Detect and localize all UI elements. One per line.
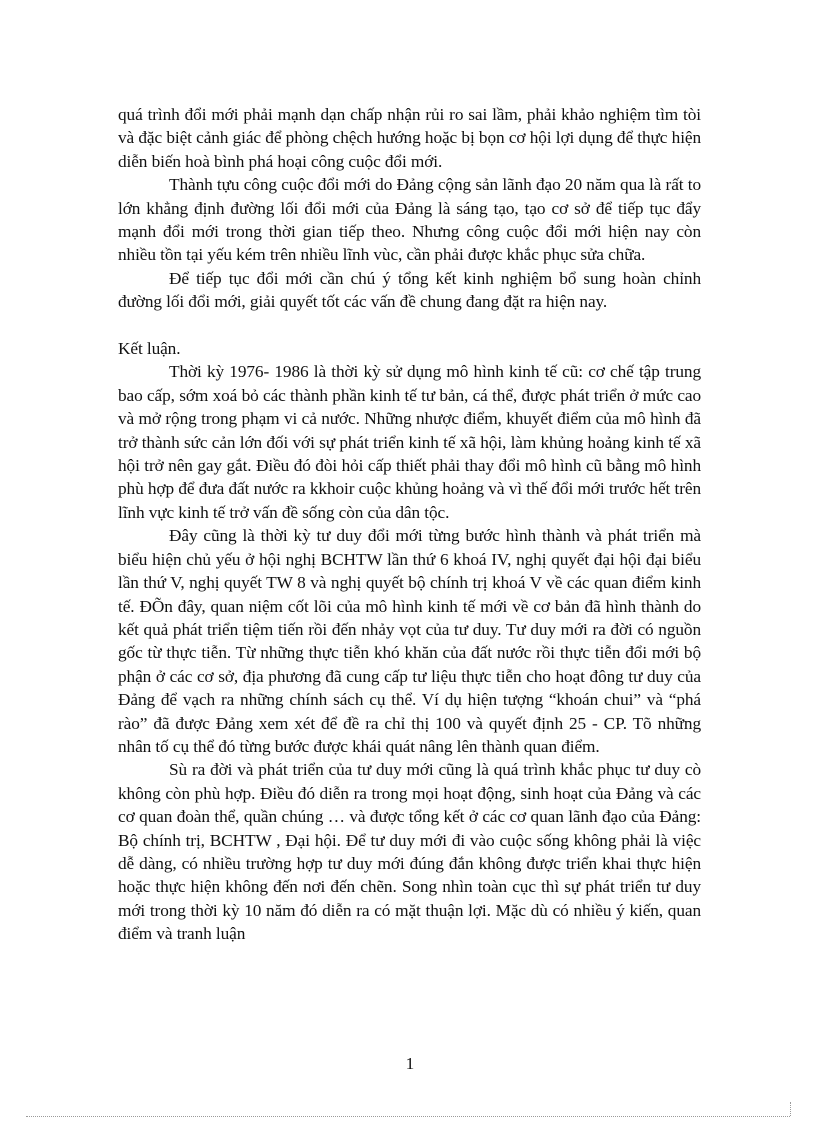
paragraph-continuation: quá trình đổi mới phải mạnh dạn chấp nhận rủi ro sai lầm, phải khảo nghiệm tìm tòi và đặc biệt cảnh giác để phòng chệch hướng hoặc bị bọn cơ hội lợi dụng để thực hiện diễn biến hoà bình phá hoại công cuộc đổi mới. xyxy=(118,105,701,171)
conclusion-heading: Kết luận. xyxy=(118,339,181,359)
blank-line xyxy=(118,314,701,337)
conclusion-paragraph-3: Sù ra đời và phát triển của tư duy mới cũng là quá trình khắc phục tư duy cò không còn phù hợp. Điều đó diễn ra trong mọi hoạt động, sinh hoạt của Đảng và các cơ quan đoàn thể, quần chúng … và được tổng kết ở các cơ quan lãnh đạo của Đảng: Bộ chính trị, BCHTW , Đại hội. Để tư duy mới đi vào cuộc sống không phải là việc dễ dàng, có nhiều trường hợp tư duy mới đúng đắn không được triển khai thực hiện hoặc thực hiện không đến nơi đến chẽn. Song nhìn toàn cục thì sự phát triển tư duy mới trong thời kỳ 10 năm đó diễn ra có mặt thuận lợi. Mặc dù có nhiều ý kiến, quan điểm và tranh luận xyxy=(118,760,701,944)
conclusion-paragraph-2: Đây cũng là thời kỳ tư duy đổi mới từng bước hình thành và phát triển mà biểu hiện chủ yếu ở hội nghị BCHTW lần thứ 6 khoá IV, nghị quyết đại hội đại biểu lần thứ V, nghị quyết TW 8 và nghị quyết bộ chính trị khoá V về các quan điểm kinh tế. ĐÕn đây, quan niệm cốt lõi của mô hình kinh tế mới về cơ bản đã hình thành do kết quả phát triển tiệm tiến rồi đến nhảy vọt của tư duy. Tư duy mới ra đời có nguồn gốc từ thực tiễn. Từ những thực tiễn khó khăn của đất nước rồi thực tiễn đổi mới bộ phận ở các cơ sở, địa phương đã cung cấp tư liệu thực tiễn cho hoạt đông tư duy của Đảng để vạch ra những chính sách cụ thể. Ví dụ hiện tượng “khoán chui” và “phá rào” đã được Đảng xem xét để đề ra chỉ thị 100 và quyết định 25 - CP. Tõ những nhân tố cụ thể đó từng bước được khái quát nâng lên thành quan điểm. xyxy=(118,526,701,756)
page-border-bottom xyxy=(26,1116,790,1117)
paragraph-continue-renewal: Để tiếp tục đổi mới cần chú ý tổng kết kinh nghiệm bổ sung hoàn chỉnh đường lối đổi mới, giải quyết tốt các vấn đề chung đang đặt ra hiện nay. xyxy=(118,268,701,312)
page-number: 1 xyxy=(405,1054,415,1073)
page-border-corner xyxy=(790,1102,791,1116)
paragraph-achievements: Thành tựu công cuộc đổi mới do Đảng cộng sản lãnh đạo 20 năm qua là rất to lớn khẳng định đường lối đổi mới của Đảng là sáng tạo, tạo cơ sở để tiếp tục đẩy mạnh đổi mới trong thời gian tiếp theo. Nhưng công cuộc đổi mới hiện nay còn nhiều tồn tại yếu kém trên nhiều lĩnh vùc, cần phải được khắc phục sửa chữa. xyxy=(118,175,701,265)
conclusion-paragraph-1: Thời kỳ 1976- 1986 là thời kỳ sử dụng mô hình kinh tế cũ: cơ chế tập trung bao cấp, sớm xoá bỏ các thành phần kinh tế tư bản, cá thể, được phát triển ở mức cao và mở rộng trong phạm vi cả nước. Những nhược điểm, khuyết điểm của mô hình đã trở thành sức cản lớn đối với sự phát triển kinh tế xã hội, làm khủng hoảng kinh tế xã hội trở nên gay gắt. Điều đó đòi hỏi cấp thiết phải thay đổi mô hình cũ bằng mô hình phù hợp để đưa đất nước ra kkhoir cuộc khủng hoảng và vì thế đổi mới trước hết trên lĩnh vực kinh tế trở vấn đề sống còn của dân tộc. xyxy=(118,362,701,522)
body-text xyxy=(118,103,701,946)
